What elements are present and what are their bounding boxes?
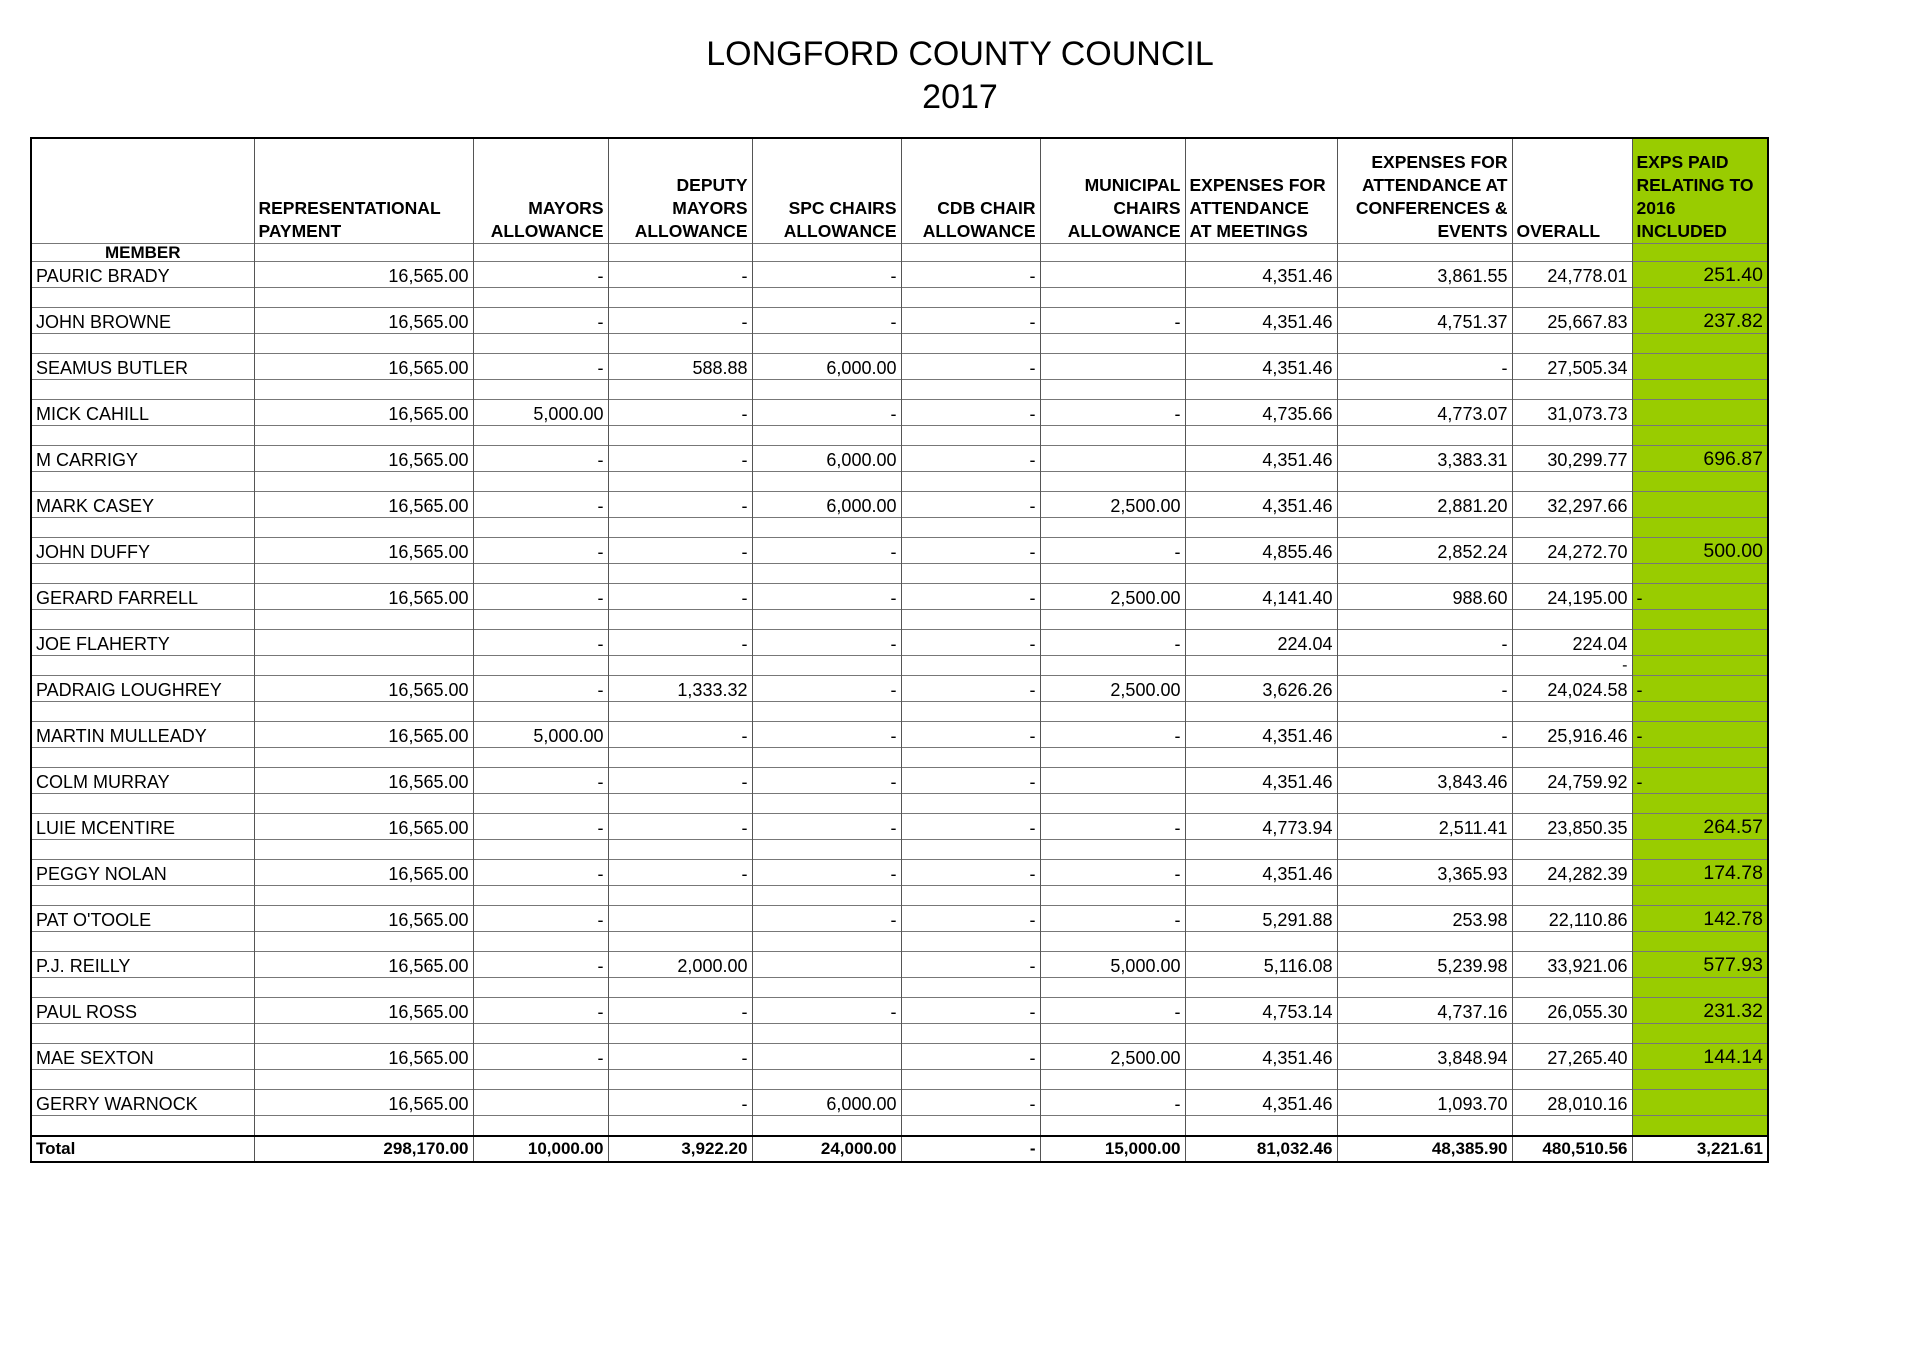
cell-cdb: -: [901, 584, 1040, 610]
cell-overall: 23,850.35: [1512, 814, 1632, 840]
cell-exps2016: 500.00: [1632, 538, 1768, 564]
cell-deputy: -: [608, 998, 752, 1024]
cell-conferences: 4,737.16: [1337, 998, 1512, 1024]
total-deputy: 3,922.20: [608, 1136, 752, 1162]
table-row: [31, 906, 1768, 932]
cell-spc: -: [752, 768, 901, 794]
cell-exps2016: 577.93: [1632, 952, 1768, 978]
table-row: [31, 722, 1768, 748]
header-spc: SPC CHAIRS ALLOWANCE: [752, 138, 901, 244]
cell-rep: 16,565.00: [254, 814, 473, 840]
cell-deputy: 588.88: [608, 354, 752, 380]
cell-cdb: -: [901, 676, 1040, 702]
cell-mayors: -: [473, 354, 608, 380]
allowances-table: [30, 137, 1769, 1163]
spacer-row: [31, 426, 1768, 446]
spacer-row: [31, 748, 1768, 768]
cell-spc: -: [752, 262, 901, 288]
cell-meetings: 224.04: [1185, 630, 1337, 656]
cell-overall: 28,010.16: [1512, 1090, 1632, 1116]
cell-rep: 16,565.00: [254, 676, 473, 702]
cell-conferences: -: [1337, 354, 1512, 380]
cell-municipal: 2,500.00: [1040, 492, 1185, 518]
spacer-row: [31, 380, 1768, 400]
report-title-block: [0, 33, 1920, 119]
member-name: GERARD FARRELL: [31, 584, 254, 610]
cell-cdb: -: [901, 446, 1040, 472]
total-mayors: 10,000.00: [473, 1136, 608, 1162]
table-row: [31, 354, 1768, 380]
table-row: [31, 1044, 1768, 1070]
cell-deputy: -: [608, 860, 752, 886]
spacer-row: [31, 794, 1768, 814]
cell-rep: 16,565.00: [254, 492, 473, 518]
cell-meetings: 3,626.26: [1185, 676, 1337, 702]
cell-cdb: -: [901, 262, 1040, 288]
member-name: MICK CAHILL: [31, 400, 254, 426]
cell-meetings: 4,351.46: [1185, 492, 1337, 518]
table-row: [31, 308, 1768, 334]
member-name: LUIE MCENTIRE: [31, 814, 254, 840]
member-header-row: [31, 244, 1768, 262]
member-name: JOHN DUFFY: [31, 538, 254, 564]
cell-spc: -: [752, 814, 901, 840]
cell-spc: 6,000.00: [752, 446, 901, 472]
cell-mayors: 5,000.00: [473, 400, 608, 426]
cell-conferences: 2,511.41: [1337, 814, 1512, 840]
cell-conferences: 4,751.37: [1337, 308, 1512, 334]
cell-meetings: 4,735.66: [1185, 400, 1337, 426]
cell-exps2016: -: [1632, 584, 1768, 610]
cell-deputy: 1,333.32: [608, 676, 752, 702]
cell-exps2016: 231.32: [1632, 998, 1768, 1024]
cell-rep: 16,565.00: [254, 998, 473, 1024]
council-title: LONGFORD COUNTY COUNCIL: [706, 35, 1214, 73]
cell-deputy: -: [608, 308, 752, 334]
table-row: [31, 538, 1768, 564]
cell-cdb: -: [901, 538, 1040, 564]
cell-municipal: -: [1040, 906, 1185, 932]
cell-conferences: 253.98: [1337, 906, 1512, 932]
cell-deputy: -: [608, 584, 752, 610]
cell-rep: 16,565.00: [254, 308, 473, 334]
cell-municipal: -: [1040, 998, 1185, 1024]
spacer-row: [31, 1116, 1768, 1137]
header-overall: OVERALL: [1512, 138, 1632, 244]
spacer-row: [31, 1070, 1768, 1090]
cell-rep: 16,565.00: [254, 1090, 473, 1116]
cell-cdb: -: [901, 1090, 1040, 1116]
member-name: MARK CASEY: [31, 492, 254, 518]
cell-cdb: -: [901, 354, 1040, 380]
cell-cdb: -: [901, 492, 1040, 518]
cell-spc: -: [752, 538, 901, 564]
table-row: [31, 768, 1768, 794]
cell-meetings: 4,351.46: [1185, 768, 1337, 794]
table-row: [31, 630, 1768, 656]
member-name: JOHN BROWNE: [31, 308, 254, 334]
spacer-row: [31, 334, 1768, 354]
cell-exps2016: [1632, 354, 1768, 380]
cell-municipal: [1040, 446, 1185, 472]
cell-deputy: -: [608, 1044, 752, 1070]
cell-spc: -: [752, 630, 901, 656]
cell-rep: 16,565.00: [254, 906, 473, 932]
member-name: PEGGY NOLAN: [31, 860, 254, 886]
cell-conferences: 1,093.70: [1337, 1090, 1512, 1116]
table-row: [31, 814, 1768, 840]
cell-deputy: -: [608, 768, 752, 794]
report-year: 2017: [922, 78, 998, 116]
cell-mayors: -: [473, 446, 608, 472]
cell-meetings: 4,141.40: [1185, 584, 1337, 610]
member-name: M CARRIGY: [31, 446, 254, 472]
cell-exps2016: 237.82: [1632, 308, 1768, 334]
spacer-row: [31, 840, 1768, 860]
cell-rep: 16,565.00: [254, 354, 473, 380]
cell-mayors: -: [473, 860, 608, 886]
cell-deputy: -: [608, 814, 752, 840]
cell-mayors: -: [473, 998, 608, 1024]
cell-rep: [254, 630, 473, 656]
spacer-row: [31, 978, 1768, 998]
cell-municipal: -: [1040, 308, 1185, 334]
cell-cdb: -: [901, 768, 1040, 794]
cell-municipal: -: [1040, 860, 1185, 886]
cell-exps2016: -: [1632, 722, 1768, 748]
cell-municipal: 2,500.00: [1040, 1044, 1185, 1070]
table-row: [31, 860, 1768, 886]
spacer-row: [31, 886, 1768, 906]
spacer-row: [31, 1024, 1768, 1044]
cell-mayors: -: [473, 1044, 608, 1070]
spacer-row: [31, 610, 1768, 630]
total-conferences: 48,385.90: [1337, 1136, 1512, 1162]
cell-meetings: 4,351.46: [1185, 262, 1337, 288]
spacer-row: [31, 656, 1768, 676]
total-spc: 24,000.00: [752, 1136, 901, 1162]
spacer-row: [31, 288, 1768, 308]
cell-mayors: -: [473, 308, 608, 334]
cell-mayors: -: [473, 492, 608, 518]
cell-mayors: -: [473, 538, 608, 564]
cell-conferences: 4,773.07: [1337, 400, 1512, 426]
cell-conferences: 2,881.20: [1337, 492, 1512, 518]
cell-overall: 33,921.06: [1512, 952, 1632, 978]
cell-conferences: 2,852.24: [1337, 538, 1512, 564]
header-deputy: DEPUTY MAYORS ALLOWANCE: [608, 138, 752, 244]
member-name: PADRAIG LOUGHREY: [31, 676, 254, 702]
total-rep: 298,170.00: [254, 1136, 473, 1162]
cell-municipal: 5,000.00: [1040, 952, 1185, 978]
spacer-row: [31, 932, 1768, 952]
header-cdb: CDB CHAIR ALLOWANCE: [901, 138, 1040, 244]
cell-conferences: 3,365.93: [1337, 860, 1512, 886]
cell-municipal: [1040, 768, 1185, 794]
cell-spc: -: [752, 676, 901, 702]
cell-mayors: -: [473, 768, 608, 794]
cell-exps2016: [1632, 630, 1768, 656]
cell-municipal: 2,500.00: [1040, 584, 1185, 610]
spacer-row: [31, 518, 1768, 538]
header-mayors: MAYORS ALLOWANCE: [473, 138, 608, 244]
cell-overall: 25,916.46: [1512, 722, 1632, 748]
cell-exps2016: -: [1632, 676, 1768, 702]
table-row: [31, 1090, 1768, 1116]
member-name: COLM MURRAY: [31, 768, 254, 794]
cell-meetings: 4,351.46: [1185, 308, 1337, 334]
cell-meetings: 4,351.46: [1185, 354, 1337, 380]
cell-conferences: -: [1337, 722, 1512, 748]
total-label: Total: [31, 1136, 254, 1162]
cell-mayors: -: [473, 906, 608, 932]
cell-rep: 16,565.00: [254, 768, 473, 794]
header-member: MEMBER: [31, 244, 254, 262]
cell-cdb: -: [901, 1044, 1040, 1070]
cell-overall: 24,282.39: [1512, 860, 1632, 886]
cell-exps2016: -: [1632, 768, 1768, 794]
table-row: [31, 262, 1768, 288]
cell-mayors: -: [473, 630, 608, 656]
spacer-row: [31, 564, 1768, 584]
cell-exps2016: [1632, 492, 1768, 518]
table-row: [31, 492, 1768, 518]
cell-cdb: -: [901, 814, 1040, 840]
cell-spc: -: [752, 400, 901, 426]
cell-overall: 27,505.34: [1512, 354, 1632, 380]
cell-meetings: 4,351.46: [1185, 446, 1337, 472]
member-name: PAURIC BRADY: [31, 262, 254, 288]
table-row: [31, 998, 1768, 1024]
cell-spc: -: [752, 584, 901, 610]
header-representational: REPRESENTATIONAL PAYMENT: [254, 138, 473, 244]
cell-conferences: 5,239.98: [1337, 952, 1512, 978]
cell-deputy: -: [608, 492, 752, 518]
spacer-row: [31, 702, 1768, 722]
total-overall: 480,510.56: [1512, 1136, 1632, 1162]
cell-cdb: -: [901, 860, 1040, 886]
cell-spc: 6,000.00: [752, 492, 901, 518]
cell-rep: 16,565.00: [254, 860, 473, 886]
member-name: PAT O'TOOLE: [31, 906, 254, 932]
cell-cdb: -: [901, 630, 1040, 656]
cell-deputy: [608, 906, 752, 932]
member-name: P.J. REILLY: [31, 952, 254, 978]
cell-exps2016: [1632, 400, 1768, 426]
member-name: MARTIN MULLEADY: [31, 722, 254, 748]
cell-spc: 6,000.00: [752, 1090, 901, 1116]
cell-overall: 22,110.86: [1512, 906, 1632, 932]
cell-conferences: 3,861.55: [1337, 262, 1512, 288]
total-exps2016: 3,221.61: [1632, 1136, 1768, 1162]
cell-spc: -: [752, 722, 901, 748]
cell-conferences: 988.60: [1337, 584, 1512, 610]
table-row: [31, 446, 1768, 472]
cell-overall: 24,778.01: [1512, 262, 1632, 288]
cell-meetings: 4,351.46: [1185, 722, 1337, 748]
cell-overall: 26,055.30: [1512, 998, 1632, 1024]
cell-rep: 16,565.00: [254, 722, 473, 748]
member-name: JOE FLAHERTY: [31, 630, 254, 656]
cell-meetings: 4,753.14: [1185, 998, 1337, 1024]
cell-meetings: 4,351.46: [1185, 860, 1337, 886]
cell-meetings: 4,855.46: [1185, 538, 1337, 564]
member-name: PAUL ROSS: [31, 998, 254, 1024]
cell-rep: 16,565.00: [254, 262, 473, 288]
header-row: [31, 138, 1768, 244]
table-row: [31, 584, 1768, 610]
cell-mayors: -: [473, 814, 608, 840]
cell-cdb: -: [901, 308, 1040, 334]
cell-municipal: -: [1040, 630, 1185, 656]
cell-spc: [752, 952, 901, 978]
cell-meetings: 4,351.46: [1185, 1044, 1337, 1070]
cell-mayors: -: [473, 676, 608, 702]
cell-mayors: -: [473, 952, 608, 978]
cell-exps2016: 696.87: [1632, 446, 1768, 472]
table-row: [31, 676, 1768, 702]
cell-deputy: -: [608, 538, 752, 564]
cell-mayors: -: [473, 262, 608, 288]
cell-conferences: -: [1337, 630, 1512, 656]
cell-spc: [752, 1044, 901, 1070]
cell-overall: 25,667.83: [1512, 308, 1632, 334]
header-exps2016: EXPS PAID RELATING TO 2016 INCLUDED: [1632, 138, 1768, 244]
cell-conferences: 3,843.46: [1337, 768, 1512, 794]
cell-spc: -: [752, 308, 901, 334]
total-municipal: 15,000.00: [1040, 1136, 1185, 1162]
cell-spc: -: [752, 860, 901, 886]
cell-municipal: 2,500.00: [1040, 676, 1185, 702]
cell-exps2016: [1632, 1090, 1768, 1116]
member-name: SEAMUS BUTLER: [31, 354, 254, 380]
member-name: MAE SEXTON: [31, 1044, 254, 1070]
cell-municipal: -: [1040, 722, 1185, 748]
cell-meetings: 4,773.94: [1185, 814, 1337, 840]
cell-rep: 16,565.00: [254, 400, 473, 426]
cell-municipal: -: [1040, 538, 1185, 564]
cell-cdb: -: [901, 998, 1040, 1024]
cell-municipal: -: [1040, 814, 1185, 840]
cell-rep: 16,565.00: [254, 1044, 473, 1070]
cell-municipal: -: [1040, 1090, 1185, 1116]
overall-note: -: [1622, 656, 1628, 674]
cell-spc: 6,000.00: [752, 354, 901, 380]
cell-exps2016: 264.57: [1632, 814, 1768, 840]
cell-spc: -: [752, 998, 901, 1024]
cell-overall: 30,299.77: [1512, 446, 1632, 472]
cell-deputy: 2,000.00: [608, 952, 752, 978]
cell-cdb: -: [901, 400, 1040, 426]
cell-conferences: 3,848.94: [1337, 1044, 1512, 1070]
cell-overall: 32,297.66: [1512, 492, 1632, 518]
cell-exps2016: 251.40: [1632, 262, 1768, 288]
cell-overall: 27,265.40: [1512, 1044, 1632, 1070]
cell-deputy: -: [608, 630, 752, 656]
cell-exps2016: 144.14: [1632, 1044, 1768, 1070]
cell-rep: 16,565.00: [254, 584, 473, 610]
total-row: [31, 1136, 1768, 1162]
cell-overall: 24,024.58: [1512, 676, 1632, 702]
cell-conferences: -: [1337, 676, 1512, 702]
cell-rep: 16,565.00: [254, 538, 473, 564]
cell-deputy: -: [608, 446, 752, 472]
header-meetings: EXPENSES FOR ATTENDANCE AT MEETINGS: [1185, 138, 1337, 244]
header-municipal: MUNICIPAL CHAIRS ALLOWANCE: [1040, 138, 1185, 244]
cell-exps2016: 142.78: [1632, 906, 1768, 932]
cell-conferences: 3,383.31: [1337, 446, 1512, 472]
cell-overall: 31,073.73: [1512, 400, 1632, 426]
total-meetings: 81,032.46: [1185, 1136, 1337, 1162]
cell-municipal: [1040, 262, 1185, 288]
cell-mayors: [473, 1090, 608, 1116]
spacer-row: [31, 472, 1768, 492]
cell-cdb: -: [901, 906, 1040, 932]
cell-municipal: -: [1040, 400, 1185, 426]
header-conferences: EXPENSES FOR ATTENDANCE AT CONFERENCES & EVENTS: [1337, 138, 1512, 244]
cell-deputy: -: [608, 400, 752, 426]
cell-rep: 16,565.00: [254, 446, 473, 472]
table-row: [31, 952, 1768, 978]
cell-deputy: -: [608, 722, 752, 748]
cell-overall: 224.04: [1512, 630, 1632, 656]
cell-overall: 24,759.92: [1512, 768, 1632, 794]
cell-cdb: -: [901, 722, 1040, 748]
cell-deputy: -: [608, 1090, 752, 1116]
table-row: [31, 400, 1768, 426]
cell-exps2016: 174.78: [1632, 860, 1768, 886]
cell-municipal: [1040, 354, 1185, 380]
cell-meetings: 4,351.46: [1185, 1090, 1337, 1116]
cell-rep: 16,565.00: [254, 952, 473, 978]
cell-deputy: -: [608, 262, 752, 288]
cell-mayors: -: [473, 584, 608, 610]
cell-meetings: 5,291.88: [1185, 906, 1337, 932]
cell-overall: 24,195.00: [1512, 584, 1632, 610]
cell-spc: -: [752, 906, 901, 932]
member-name: GERRY WARNOCK: [31, 1090, 254, 1116]
cell-meetings: 5,116.08: [1185, 952, 1337, 978]
header-member-spacer: [31, 138, 254, 244]
cell-mayors: 5,000.00: [473, 722, 608, 748]
cell-overall: 24,272.70: [1512, 538, 1632, 564]
cell-cdb: -: [901, 952, 1040, 978]
total-cdb: -: [901, 1136, 1040, 1162]
